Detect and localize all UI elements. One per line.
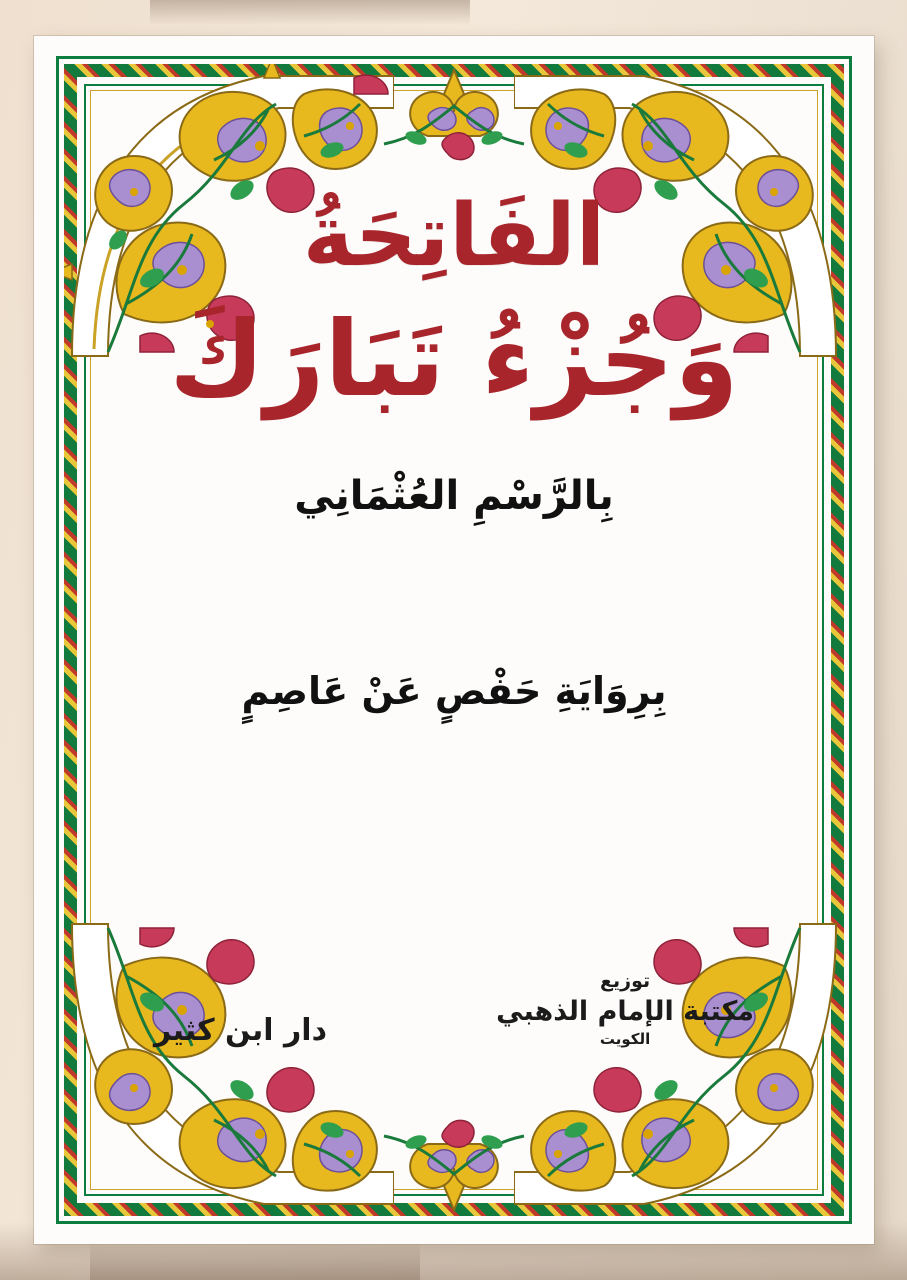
arabesque-finial-bottom-icon (324, 1094, 584, 1214)
arabesque-finial-top-icon (324, 66, 584, 186)
cover-text-block (124, 186, 784, 713)
distributor-role-label: توزيع (600, 970, 651, 992)
book-title-line-1: الفَاتِحَةُ (302, 186, 606, 286)
distributor-name: مكتبة الإمام الذهبي (496, 996, 754, 1027)
publisher-row (154, 970, 754, 1048)
book-narration-line: بِرِوَايَةِ حَفْصٍ عَنْ عَاصِمٍ (241, 668, 667, 713)
book-subtitle-script: بِالرَّسْمِ العُثْمَانِي (294, 472, 614, 519)
publisher-primary-name: دار ابن كثير (154, 1013, 327, 1048)
background-strip-top (150, 0, 470, 24)
distributor-city: الكويت (599, 1030, 651, 1048)
book-cover-page (34, 36, 874, 1244)
publisher-distributor (496, 970, 754, 1048)
book-title-line-2: وَجُزْءُ تَبَارَكَ (169, 298, 739, 421)
publisher-primary (154, 1013, 327, 1048)
